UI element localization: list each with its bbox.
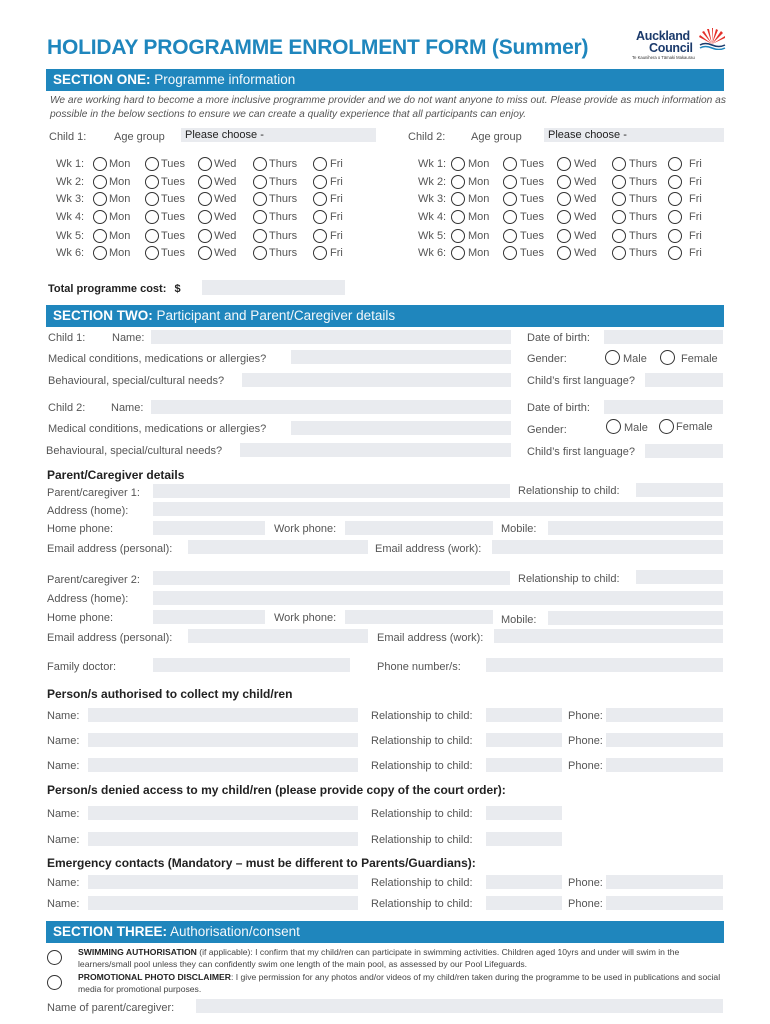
child1-week6-tues-label: Tues — [161, 247, 186, 259]
section-two-label: SECTION TWO: — [53, 308, 153, 323]
child1-week4-tues-label: Tues — [161, 211, 186, 223]
photo-bold: PROMOTIONAL PHOTO DISCLAIMER — [78, 972, 231, 982]
s2-child2-behavioural-label: Behavioural, special/cultural needs? — [46, 445, 223, 457]
child1-age-group-select[interactable]: Please choose - — [181, 128, 376, 142]
parent2-relationship-input[interactable] — [636, 570, 723, 584]
child2-week3-tues-radio[interactable] — [503, 192, 517, 206]
child1-week1-mon-label: Mon — [109, 158, 131, 170]
child2-female-label: Female — [676, 421, 713, 433]
child1-week4-mon-radio[interactable] — [93, 210, 107, 224]
denied-person-1-name-input[interactable] — [88, 806, 358, 820]
authorised-person-3-phone-label: Phone: — [568, 760, 603, 772]
child1-male-label: Male — [623, 353, 647, 365]
authorised-person-2-name-input[interactable] — [88, 733, 358, 747]
child2-week6-mon-radio[interactable] — [451, 246, 465, 260]
emergency-contact-1-phone-input[interactable] — [606, 875, 723, 889]
child2-week2-fri-label: Fri — [689, 176, 702, 188]
child2-week2-thurs-label: Thurs — [629, 176, 658, 188]
child2-name-input[interactable] — [151, 400, 511, 414]
child1-week5-label: Wk 5: — [56, 230, 85, 242]
child2-week1-fri-label: Fri — [689, 158, 702, 170]
swim-bold: SWIMMING AUTHORISATION — [78, 947, 197, 957]
photo-disclaimer-text — [78, 972, 728, 995]
parent2-work-phone-input[interactable] — [345, 610, 493, 624]
form-title: HOLIDAY PROGRAMME ENROLMENT FORM (Summer) — [47, 36, 589, 59]
child1-week1-wed-label: Wed — [214, 158, 237, 170]
child1-week3-mon-radio[interactable] — [93, 192, 107, 206]
doctor-phone-label: Phone number/s: — [377, 661, 461, 673]
child2-week1-mon-label: Mon — [468, 158, 490, 170]
child1-week3-thurs-radio[interactable] — [253, 192, 267, 206]
s2-child1-language-label: Child’s first language? — [527, 375, 636, 387]
child1-week1-label: Wk 1: — [56, 158, 85, 170]
child1-week6-wed-label: Wed — [214, 247, 237, 259]
total-cost-text: Total programme cost: — [48, 283, 167, 295]
parent2-mobile-input[interactable] — [548, 611, 723, 625]
child1-week4-fri-radio[interactable] — [313, 210, 327, 224]
child1-week1-mon-radio[interactable] — [93, 157, 107, 171]
child1-week1-wed-radio[interactable] — [198, 157, 212, 171]
child1-week6-thurs-label: Thurs — [269, 247, 298, 259]
child1-week2-wed-label: Wed — [214, 176, 237, 188]
child1-week4-thurs-label: Thurs — [269, 211, 298, 223]
child1-week2-tues-radio[interactable] — [145, 175, 159, 189]
child2-week1-thurs-label: Thurs — [629, 158, 658, 170]
authorised-person-3-relationship-label: Relationship to child: — [371, 760, 473, 772]
child2-week5-fri-label: Fri — [689, 230, 702, 242]
child2-week3-mon-label: Mon — [468, 193, 490, 205]
authorised-person-1-phone-input[interactable] — [606, 708, 723, 722]
child2-week2-fri-radio[interactable] — [668, 175, 682, 189]
parent1-mobile-label: Mobile: — [501, 523, 537, 535]
child1-week6-mon-label: Mon — [109, 247, 131, 259]
child1-week1-thurs-radio[interactable] — [253, 157, 267, 171]
child1-week3-mon-label: Mon — [109, 193, 131, 205]
section-three-title: Authorisation/consent — [167, 924, 300, 939]
child1-name-input[interactable] — [151, 330, 511, 344]
section-one-header — [46, 69, 724, 91]
authorised-person-3-phone-input[interactable] — [606, 758, 723, 772]
parent-caregiver-heading: Parent/Caregiver details — [47, 468, 185, 482]
child2-week4-thurs-radio[interactable] — [612, 210, 626, 224]
section-one-title: Programme information — [150, 72, 296, 87]
total-cost-label — [48, 283, 181, 295]
emergency-contact-2-name-input[interactable] — [88, 896, 358, 910]
authorised-person-1-name-input[interactable] — [88, 708, 358, 722]
child1-week5-fri-label: Fri — [330, 230, 343, 242]
child2-gender-female-radio[interactable] — [659, 419, 674, 434]
doctor-phone-input[interactable] — [486, 658, 723, 672]
section-one-label: SECTION ONE: — [53, 72, 151, 87]
s2-child2-label: Child 2: — [48, 402, 86, 414]
authorised-person-3-name-label: Name: — [47, 760, 80, 772]
child1-week2-fri-radio[interactable] — [313, 175, 327, 189]
child2-week6-fri-radio[interactable] — [668, 246, 682, 260]
child2-week4-fri-radio[interactable] — [668, 210, 682, 224]
child2-language-input[interactable] — [645, 444, 723, 458]
child2-dob-input[interactable] — [604, 400, 723, 414]
child1-week2-label: Wk 2: — [56, 176, 85, 188]
parent1-email-personal-label: Email address (personal): — [47, 543, 173, 555]
total-cost-input[interactable] — [202, 280, 345, 295]
child1-medical-input[interactable] — [291, 350, 511, 364]
child2-week1-wed-label: Wed — [574, 158, 597, 170]
child1-week3-fri-label: Fri — [330, 193, 343, 205]
child2-week4-mon-radio[interactable] — [451, 210, 465, 224]
child2-week5-mon-radio[interactable] — [451, 229, 465, 243]
child1-label: Child 1: — [49, 131, 87, 143]
child1-week4-label: Wk 4: — [56, 211, 85, 223]
child2-week3-tues-label: Tues — [520, 193, 545, 205]
denied-person-1-name-label: Name: — [47, 808, 80, 820]
child2-week2-label: Wk 2: — [418, 176, 447, 188]
child2-week3-thurs-radio[interactable] — [612, 192, 626, 206]
emergency-contact-2-phone-input[interactable] — [606, 896, 723, 910]
child2-week5-wed-radio[interactable] — [557, 229, 571, 243]
parent2-email-work-label: Email address (work): — [377, 632, 484, 644]
child2-week5-mon-label: Mon — [468, 230, 490, 242]
child2-week4-wed-label: Wed — [574, 211, 597, 223]
authorised-person-2-phone-label: Phone: — [568, 735, 603, 747]
child1-week3-wed-label: Wed — [214, 193, 237, 205]
parent2-work-phone-label: Work phone: — [274, 612, 337, 624]
currency-symbol: $ — [174, 283, 181, 295]
parent1-email-personal-input[interactable] — [188, 540, 368, 554]
parent2-home-phone-input[interactable] — [153, 610, 265, 624]
child1-week5-tues-radio[interactable] — [145, 229, 159, 243]
child2-week3-wed-label: Wed — [574, 193, 597, 205]
parent2-mobile-label: Mobile: — [501, 614, 537, 626]
child1-week5-thurs-radio[interactable] — [253, 229, 267, 243]
s2-child2-gender-label: Gender: — [527, 424, 567, 436]
child2-week2-wed-radio[interactable] — [557, 175, 571, 189]
parent2-name-input[interactable] — [153, 571, 510, 585]
child2-week5-label: Wk 5: — [418, 230, 447, 242]
child2-week6-mon-label: Mon — [468, 247, 490, 259]
child2-week2-mon-label: Mon — [468, 176, 490, 188]
child1-week6-label: Wk 6: — [56, 247, 85, 259]
child1-week2-mon-radio[interactable] — [93, 175, 107, 189]
child2-week4-tues-radio[interactable] — [503, 210, 517, 224]
child2-week2-wed-label: Wed — [574, 176, 597, 188]
child1-week1-tues-label: Tues — [161, 158, 186, 170]
emergency-contact-1-relationship-label: Relationship to child: — [371, 877, 473, 889]
child1-week1-thurs-label: Thurs — [269, 158, 298, 170]
child2-week6-tues-label: Tues — [520, 247, 545, 259]
child2-week6-wed-radio[interactable] — [557, 246, 571, 260]
emergency-contact-1-name-input[interactable] — [88, 875, 358, 889]
child1-week1-fri-radio[interactable] — [313, 157, 327, 171]
child2-week2-mon-radio[interactable] — [451, 175, 465, 189]
family-doctor-input[interactable] — [153, 658, 350, 672]
child1-female-label: Female — [681, 353, 718, 365]
child1-week2-wed-radio[interactable] — [198, 175, 212, 189]
child2-week2-thurs-radio[interactable] — [612, 175, 626, 189]
parent-name-input[interactable] — [196, 999, 723, 1013]
child1-week6-fri-label: Fri — [330, 247, 343, 259]
parent2-address-input[interactable] — [153, 591, 723, 605]
child1-week4-fri-label: Fri — [330, 211, 343, 223]
parent1-home-phone-label: Home phone: — [47, 523, 114, 535]
child1-week6-mon-radio[interactable] — [93, 246, 107, 260]
emergency-heading: Emergency contacts (Mandatory – must be different to Parents/Guardians): — [47, 856, 476, 870]
section-two-title: Participant and Parent/Caregiver details — [152, 308, 396, 323]
child1-week1-fri-label: Fri — [330, 158, 343, 170]
s2-child1-name-label: Name: — [112, 332, 145, 344]
pohutukawa-flower-icon — [698, 28, 726, 50]
section-three-header — [46, 921, 724, 943]
parent1-address-input[interactable] — [153, 502, 723, 516]
parent1-address-label: Address (home): — [47, 505, 129, 517]
child2-week3-mon-radio[interactable] — [451, 192, 465, 206]
child2-week5-tues-label: Tues — [520, 230, 545, 242]
s2-child1-gender-label: Gender: — [527, 353, 567, 365]
child1-week6-wed-radio[interactable] — [198, 246, 212, 260]
child1-week5-mon-label: Mon — [109, 230, 131, 242]
child2-week4-tues-label: Tues — [520, 211, 545, 223]
child1-week2-tues-label: Tues — [161, 176, 186, 188]
child2-week1-label: Wk 1: — [418, 158, 447, 170]
denied-heading: Person/s denied access to my child/ren (please provide copy of the court order): — [47, 783, 506, 797]
logo-line-1: Auckland — [636, 29, 690, 43]
authorised-person-2-name-label: Name: — [47, 735, 80, 747]
child2-week1-fri-radio[interactable] — [668, 157, 682, 171]
child2-gender-male-radio[interactable] — [606, 419, 621, 434]
child2-week3-thurs-label: Thurs — [629, 193, 658, 205]
child2-week6-thurs-label: Thurs — [629, 247, 658, 259]
emergency-contact-2-name-label: Name: — [47, 898, 80, 910]
emergency-contact-1-relationship-input[interactable] — [486, 875, 562, 889]
authorised-person-3-relationship-input[interactable] — [486, 758, 562, 772]
child2-week3-fri-label: Fri — [689, 193, 702, 205]
authorised-heading: Person/s authorised to collect my child/ren — [47, 687, 293, 701]
child2-week6-label: Wk 6: — [418, 247, 447, 259]
child1-week3-thurs-label: Thurs — [269, 193, 298, 205]
parent2-home-phone-label: Home phone: — [47, 612, 114, 624]
photo-text: : I give permission for any photos and/or videos of my child/ren taken during the programme to be used in publications and social media for promotional purposes. — [78, 972, 721, 994]
child1-age-group-label: Age group — [114, 131, 165, 143]
child1-week4-thurs-radio[interactable] — [253, 210, 267, 224]
child2-week6-tues-radio[interactable] — [503, 246, 517, 260]
authorised-person-2-relationship-label: Relationship to child: — [371, 735, 473, 747]
child1-week3-tues-radio[interactable] — [145, 192, 159, 206]
child1-dob-input[interactable] — [604, 330, 723, 344]
parent1-email-work-input[interactable] — [492, 540, 723, 554]
child2-week6-wed-label: Wed — [574, 247, 597, 259]
child1-language-input[interactable] — [645, 373, 723, 387]
child2-week4-mon-label: Mon — [468, 211, 490, 223]
authorised-person-1-relationship-label: Relationship to child: — [371, 710, 473, 722]
child1-week4-wed-label: Wed — [214, 211, 237, 223]
child2-week5-thurs-radio[interactable] — [612, 229, 626, 243]
photo-disclaimer-radio[interactable] — [47, 975, 62, 990]
child1-week5-wed-radio[interactable] — [198, 229, 212, 243]
child2-male-label: Male — [624, 422, 648, 434]
child2-week6-fri-label: Fri — [689, 247, 702, 259]
child2-medical-input[interactable] — [291, 421, 511, 435]
child1-week1-tues-radio[interactable] — [145, 157, 159, 171]
child2-week5-tues-radio[interactable] — [503, 229, 517, 243]
parent2-email-personal-input[interactable] — [188, 629, 368, 643]
child1-behavioural-input[interactable] — [242, 373, 511, 387]
parent2-relationship-label: Relationship to child: — [518, 573, 620, 585]
authorised-person-2-phone-input[interactable] — [606, 733, 723, 747]
s2-child2-language-label: Child’s first language? — [527, 446, 636, 458]
denied-person-2-name-label: Name: — [47, 834, 80, 846]
child1-gender-male-radio[interactable] — [605, 350, 620, 365]
child2-week4-wed-radio[interactable] — [557, 210, 571, 224]
child1-week4-mon-label: Mon — [109, 211, 131, 223]
denied-person-2-relationship-input[interactable] — [486, 832, 562, 846]
child1-week3-label: Wk 3: — [56, 193, 85, 205]
child2-week3-fri-radio[interactable] — [668, 192, 682, 206]
child2-week5-wed-label: Wed — [574, 230, 597, 242]
parent2-email-personal-label: Email address (personal): — [47, 632, 173, 644]
child1-gender-female-radio[interactable] — [660, 350, 675, 365]
denied-person-2-name-input[interactable] — [88, 832, 358, 846]
swim-text: (if applicable): I confirm that my child/ren can participate in swimming activities. Children aged 10yrs and under will swim in the learners/small pool unless they can confidently swim one length of the main pool, as assessed by our Pool Lifeguards. — [78, 947, 680, 969]
swimming-authorisation-radio[interactable] — [47, 950, 62, 965]
parent2-label: Parent/caregiver 2: — [47, 574, 140, 586]
child2-week1-wed-radio[interactable] — [557, 157, 571, 171]
child2-week2-tues-label: Tues — [520, 176, 545, 188]
child2-behavioural-input[interactable] — [240, 443, 511, 457]
denied-person-1-relationship-label: Relationship to child: — [371, 808, 473, 820]
child1-week4-wed-radio[interactable] — [198, 210, 212, 224]
child1-week5-fri-radio[interactable] — [313, 229, 327, 243]
child2-week1-thurs-radio[interactable] — [612, 157, 626, 171]
child1-week2-fri-label: Fri — [330, 176, 343, 188]
s2-child1-dob-label: Date of birth: — [527, 332, 590, 344]
child1-week3-wed-radio[interactable] — [198, 192, 212, 206]
emergency-contact-1-name-label: Name: — [47, 877, 80, 889]
child1-week5-mon-radio[interactable] — [93, 229, 107, 243]
child2-week4-fri-label: Fri — [689, 211, 702, 223]
parent-name-label: Name of parent/caregiver: — [47, 1002, 175, 1014]
authorised-person-1-phone-label: Phone: — [568, 710, 603, 722]
emergency-contact-2-phone-label: Phone: — [568, 898, 603, 910]
s2-child2-dob-label: Date of birth: — [527, 402, 590, 414]
logo-line-2: Council — [649, 41, 693, 55]
parent2-email-work-input[interactable] — [494, 629, 723, 643]
child1-week2-thurs-label: Thurs — [269, 176, 298, 188]
child1-week5-tues-label: Tues — [161, 230, 186, 242]
parent1-relationship-label: Relationship to child: — [518, 485, 620, 497]
child2-week3-label: Wk 3: — [418, 193, 447, 205]
authorised-person-1-name-label: Name: — [47, 710, 80, 722]
section-three-label: SECTION THREE: — [53, 924, 168, 939]
child1-week5-thurs-label: Thurs — [269, 230, 298, 242]
child2-age-group-select[interactable]: Please choose - — [544, 128, 724, 142]
parent1-home-phone-input[interactable] — [153, 521, 265, 535]
child2-week3-wed-radio[interactable] — [557, 192, 571, 206]
child1-week3-fri-radio[interactable] — [313, 192, 327, 206]
emergency-contact-2-relationship-input[interactable] — [486, 896, 562, 910]
child1-week4-tues-radio[interactable] — [145, 210, 159, 224]
child2-week4-label: Wk 4: — [418, 211, 447, 223]
parent1-work-phone-input[interactable] — [345, 521, 493, 535]
logo-tagline: Te Kaunihera o Tāmaki Makaurau — [632, 55, 695, 60]
s2-child1-medical-label: Medical conditions, medications or allergies? — [48, 353, 267, 365]
parent1-work-phone-label: Work phone: — [274, 523, 337, 535]
auckland-council-logo — [632, 28, 726, 64]
section-two-header — [46, 305, 724, 327]
child2-week1-tues-label: Tues — [520, 158, 545, 170]
s2-child2-medical-label: Medical conditions, medications or allergies? — [48, 423, 267, 435]
child1-week6-thurs-radio[interactable] — [253, 246, 267, 260]
denied-person-1-relationship-input[interactable] — [486, 806, 562, 820]
child2-week5-thurs-label: Thurs — [629, 230, 658, 242]
s2-child1-label: Child 1: — [48, 332, 86, 344]
child1-week5-wed-label: Wed — [214, 230, 237, 242]
family-doctor-label: Family doctor: — [47, 661, 117, 673]
intro-text: We are working hard to become a more inclusive programme provider and we do not want anyone to miss out. Please provide as much information as possible in the below sections to ensure we can create a quality experience that all participants can enjoy. — [50, 95, 726, 120]
parent2-address-label: Address (home): — [47, 593, 129, 605]
parent1-label: Parent/caregiver 1: — [47, 487, 140, 499]
parent1-mobile-input[interactable] — [548, 521, 723, 535]
s2-child1-behavioural-label: Behavioural, special/cultural needs? — [48, 375, 225, 387]
authorised-person-3-name-input[interactable] — [88, 758, 358, 772]
parent1-relationship-input[interactable] — [636, 483, 723, 497]
s2-child2-name-label: Name: — [111, 402, 144, 414]
authorised-person-1-relationship-input[interactable] — [486, 708, 562, 722]
emergency-contact-2-relationship-label: Relationship to child: — [371, 898, 473, 910]
child2-week5-fri-radio[interactable] — [668, 229, 682, 243]
denied-person-2-relationship-label: Relationship to child: — [371, 834, 473, 846]
child2-week4-thurs-label: Thurs — [629, 211, 658, 223]
child2-label: Child 2: — [408, 131, 446, 143]
emergency-contact-1-phone-label: Phone: — [568, 877, 603, 889]
child2-week1-tues-radio[interactable] — [503, 157, 517, 171]
child1-week6-fri-radio[interactable] — [313, 246, 327, 260]
child1-week2-thurs-radio[interactable] — [253, 175, 267, 189]
child2-age-group-label: Age group — [471, 131, 522, 143]
parent1-name-input[interactable] — [153, 484, 510, 498]
parent1-email-work-label: Email address (work): — [375, 543, 482, 555]
child2-week2-tues-radio[interactable] — [503, 175, 517, 189]
authorised-person-2-relationship-input[interactable] — [486, 733, 562, 747]
child1-week6-tues-radio[interactable] — [145, 246, 159, 260]
child1-week2-mon-label: Mon — [109, 176, 131, 188]
swimming-authorisation-text — [78, 947, 728, 970]
child2-week1-mon-radio[interactable] — [451, 157, 465, 171]
child2-week6-thurs-radio[interactable] — [612, 246, 626, 260]
child1-week3-tues-label: Tues — [161, 193, 186, 205]
